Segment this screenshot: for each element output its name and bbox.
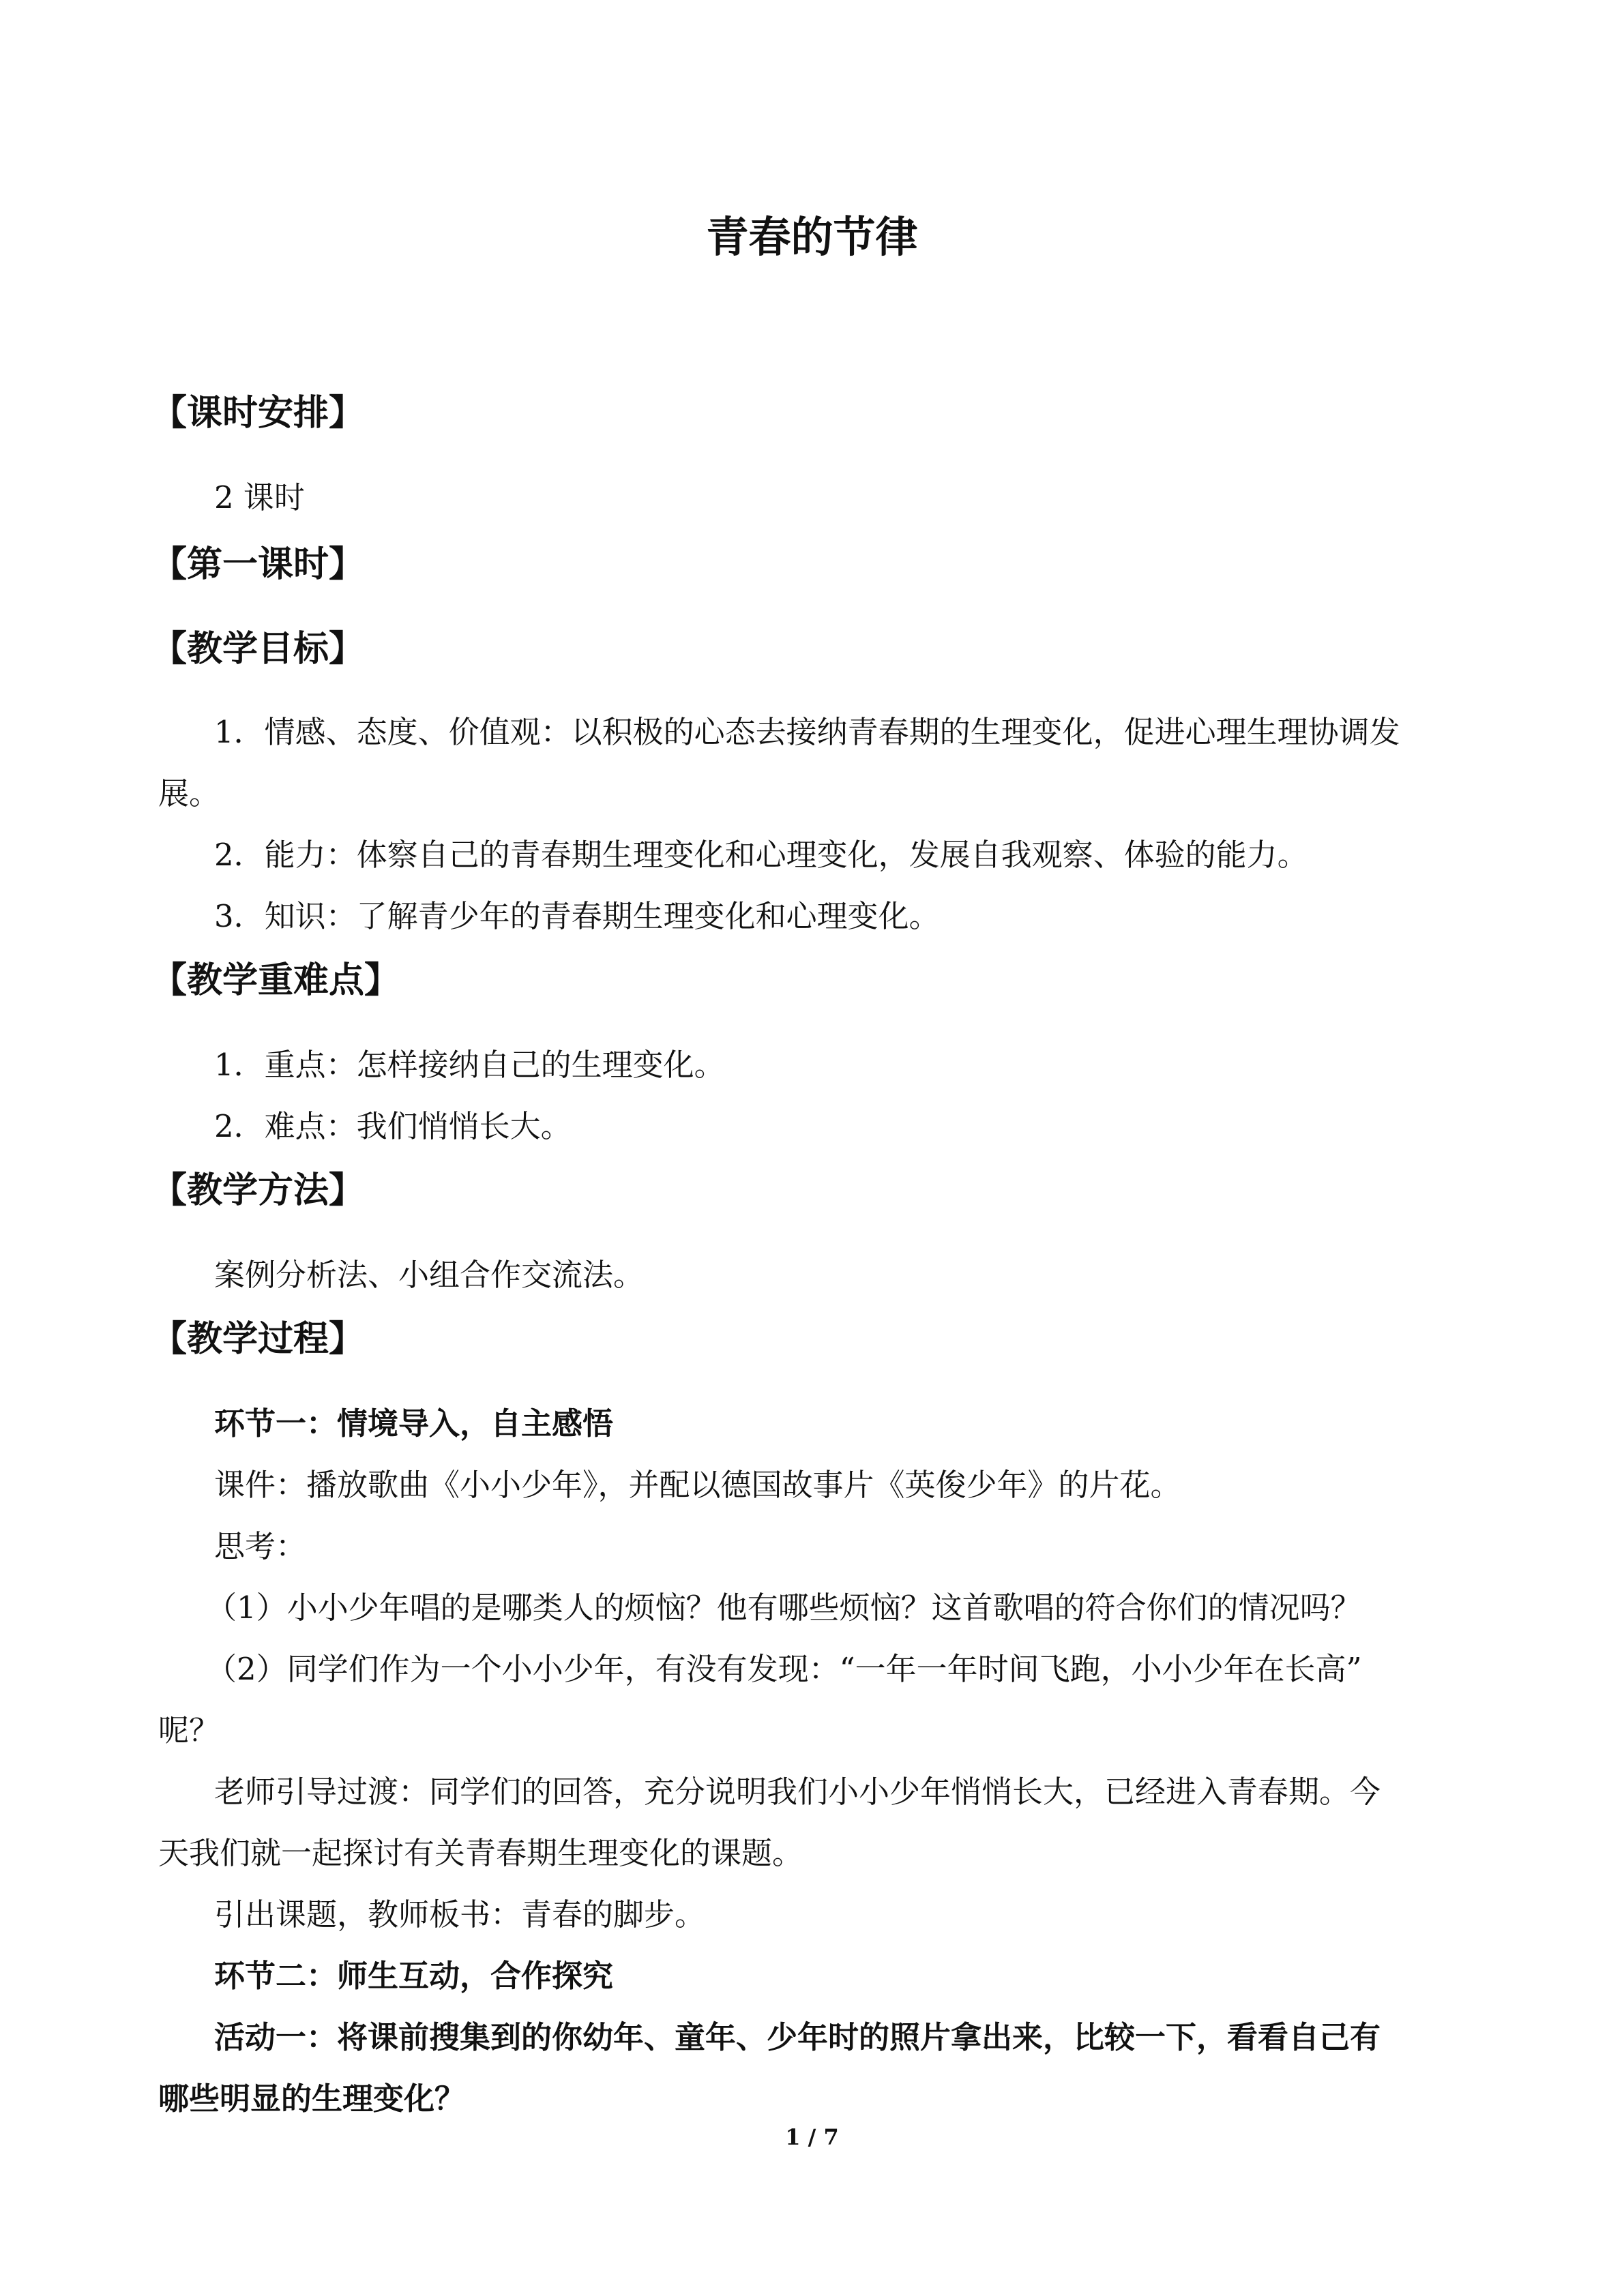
step1-title: 环节一：情境导入，自主感悟 (214, 1405, 614, 1442)
transition-line-1: 老师引导过渡：同学们的回答，充分说明我们小小少年悄悄长大，已经进入青春期。今 (214, 1774, 1381, 1810)
goal-line-2: 2．能力：体察自己的青春期生理变化和心理变化，发展自我观察、体验的能力。 (214, 837, 1308, 873)
key-point-1: 1．重点：怎样接纳自己的生理变化。 (214, 1047, 725, 1083)
heading-first-lesson: 【第一课时】 (151, 544, 365, 585)
activity1-line-1: 活动一：将课前搜集到的你幼年、童年、少年时的照片拿出来，比较一下，看看自己有 (214, 2019, 1381, 2055)
document-title: 青春的节律 (706, 212, 918, 262)
goal-line-1-cont: 展。 (158, 775, 220, 811)
question-2-line-2: 呢？ (158, 1712, 220, 1748)
heading-goals: 【教学目标】 (151, 629, 365, 670)
schedule-value: 2 课时 (214, 479, 305, 516)
board-line: 引出课题，教师板书：青春的脚步。 (214, 1896, 706, 1933)
activity1-line-2: 哪些明显的生理变化？ (158, 2081, 466, 2117)
question-1: （1）小小少年唱的是哪类人的烦恼？他有哪些烦恼？这首歌唱的符合你们的情况吗？ (206, 1590, 1361, 1626)
heading-methods: 【教学方法】 (151, 1170, 365, 1211)
methods-value: 案例分析法、小组合作交流法。 (214, 1257, 645, 1293)
courseware-line: 课件：播放歌曲《小小少年》，并配以德国故事片《英俊少年》的片花。 (214, 1467, 1181, 1503)
page-number: 1 / 7 (785, 2124, 839, 2150)
think-label: 思考： (214, 1528, 307, 1564)
heading-schedule: 【课时安排】 (151, 393, 365, 434)
question-2-line-1: （2）同学们作为一个小小少年，有没有发现：“一年一年时间飞跑，小小少年在长高” (206, 1651, 1362, 1687)
step2-title: 环节二：师生互动，合作探究 (214, 1958, 614, 1994)
key-point-2: 2．难点：我们悄悄长大。 (214, 1108, 572, 1144)
goal-line-1: 1．情感、态度、价值观：以积极的心态去接纳青春期的生理变化，促进心理生理协调发 (214, 714, 1400, 750)
goal-line-3: 3．知识：了解青少年的青春期生理变化和心理变化。 (214, 898, 940, 934)
heading-process: 【教学过程】 (151, 1319, 365, 1360)
transition-line-2: 天我们就一起探讨有关青春期生理变化的课题。 (158, 1835, 803, 1871)
heading-key-points: 【教学重难点】 (151, 960, 400, 1001)
